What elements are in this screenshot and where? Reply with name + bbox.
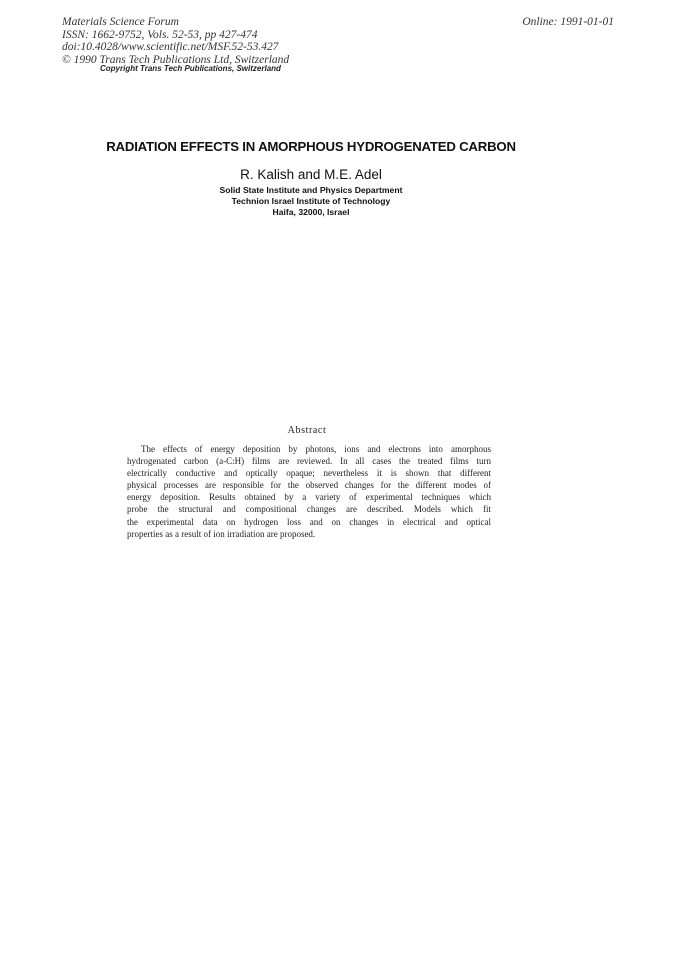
affiliation-line: Technion Israel Institute of Technology	[231, 196, 391, 206]
abstract-line: properties as a result of ion irradiation are proposed.	[127, 528, 316, 539]
abstract-line: hydrogenated carbon (a-C:H) films are reviewed. In all cases the treated films turn	[127, 456, 491, 467]
journal-name: Materials Science Forum	[62, 16, 179, 28]
abstract-line: the experimental data on hydrogen loss and on changes in electrical and optical	[127, 516, 491, 527]
abstract-heading: Abstract	[287, 425, 327, 436]
abstract-line: energy deposition. Results obtained by a variety of experimental techniques which	[127, 492, 491, 503]
publisher-line: © 1990 Trans Tech Publications Ltd, Switzerland	[62, 53, 290, 66]
abstract-line: electrically conductive and optically opaque; nevertheless it is shown that different	[127, 468, 491, 479]
abstract-line: physical processes are responsible for the observed changes for the different modes of	[127, 480, 491, 491]
abstract-body	[127, 443, 491, 540]
copyright-stamp: Copyright Trans Tech Publications, Switzerland	[100, 64, 281, 73]
abstract-line: The effects of energy deposition by photons, ions and electrons into amorphous	[141, 444, 491, 454]
journal-header	[62, 16, 289, 66]
abstract-line: probe the structural and compositional changes are described. Models which fit	[127, 504, 491, 515]
paper-authors: R. Kalish and M.E. Adel	[240, 167, 382, 182]
affiliation-line: Haifa, 32000, Israel	[272, 207, 350, 217]
affiliation-line: Solid State Institute and Physics Department	[219, 185, 403, 195]
issn-line: ISSN: 1662-9752, Vols. 52-53, pp 427-474	[62, 28, 258, 41]
affiliation	[0, 185, 622, 218]
online-date: Online: 1991-01-01	[522, 16, 614, 28]
doi-line: doi:10.4028/www.scientific.net/MSF.52-53.427	[62, 41, 279, 53]
paper-title: RADIATION EFFECTS IN AMORPHOUS HYDROGENATED CARBON	[106, 139, 516, 154]
